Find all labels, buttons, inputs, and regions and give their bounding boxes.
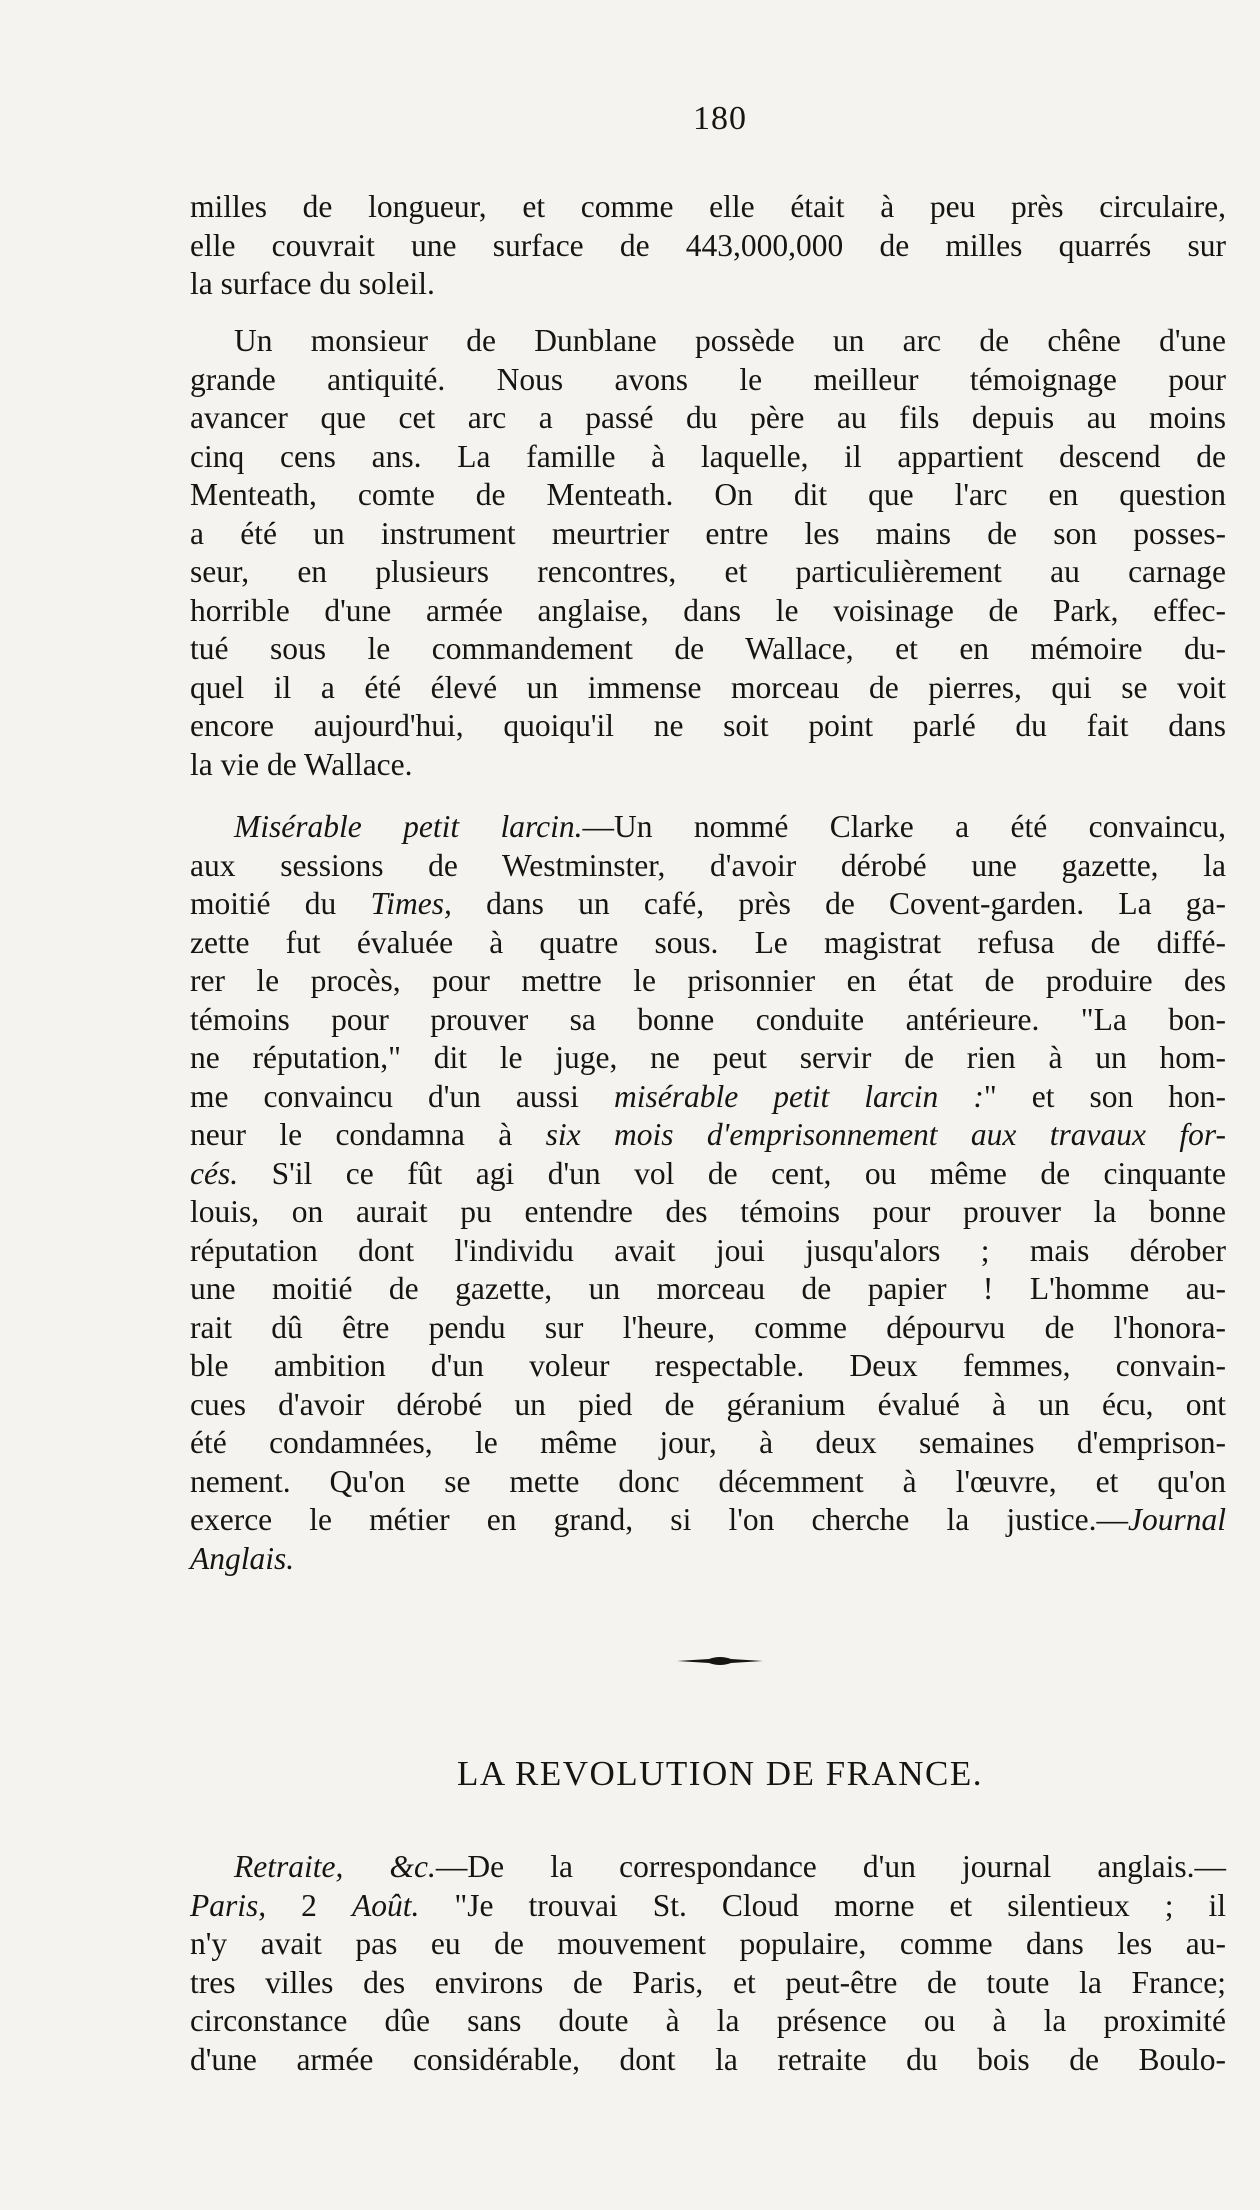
text-line: cinq cens ans. La famille à laquelle, il appartient descend de bbox=[190, 438, 1226, 474]
text-line: zette fut évaluée à quatre sous. Le magistrat refusa de diffé- bbox=[190, 924, 1226, 960]
text-span: me convaincu d'un aussi bbox=[190, 1078, 579, 1114]
text-line: ne réputation," dit le juge, ne peut servir de rien à un hom- bbox=[190, 1040, 1226, 1075]
text-span: —Un nommé Clarke a été convaincu, bbox=[582, 809, 1226, 844]
text-line: Menteath, comte de Menteath. On dit que l'arc en question bbox=[190, 477, 1226, 512]
text-line: avancer que cet arc a passé du père au fils depuis au moins bbox=[190, 400, 1226, 435]
text-line: été condamnées, le même jour, à deux semaines d'emprison- bbox=[190, 1425, 1226, 1460]
section-title: Retraite, &c. bbox=[234, 1849, 436, 1884]
paragraph-petty-larceny bbox=[190, 808, 1226, 1578]
text-line: rer le procès, pour mettre le prisonnier en état de produire des bbox=[190, 963, 1226, 998]
text-line bbox=[190, 1155, 1226, 1194]
text-span: " et son hon- bbox=[983, 1078, 1226, 1114]
text-line bbox=[190, 1848, 1226, 1887]
text-span: moitié du bbox=[190, 886, 337, 921]
paragraph-sun-surface bbox=[190, 188, 1226, 304]
text-line: d'une armée considérable, dont la retraite du bois de Boulo- bbox=[190, 2041, 1226, 2077]
text-span: dans un café, près de Covent-garden. La ga- bbox=[486, 886, 1227, 921]
text-span: exerce le métier en grand, si l'on cherche la justice.— bbox=[190, 1502, 1128, 1537]
text-line bbox=[190, 1501, 1226, 1540]
text-line: n'y avait pas eu de mouvement populaire, comme dans les au- bbox=[190, 1926, 1226, 1961]
text-line: témoins pour prouver sa bonne conduite antérieure. "La bon- bbox=[190, 1001, 1226, 1037]
sentence-italic: cés. bbox=[190, 1155, 239, 1191]
text-line: ble ambition d'un voleur respectable. Deux femmes, convain- bbox=[190, 1348, 1226, 1383]
text-line bbox=[190, 1887, 1226, 1926]
quote-italic: misérable petit larcin : bbox=[613, 1078, 984, 1114]
page-number: 180 bbox=[693, 100, 747, 137]
text-line: tué sous le commandement de Wallace, et en mémoire du- bbox=[190, 631, 1226, 666]
text-line: tres villes des environs de Paris, et peut-être de toute la France; bbox=[190, 1964, 1226, 2000]
source-italic: Anglais. bbox=[190, 1540, 295, 1576]
text-line: cues d'avoir dérobé un pied de géranium évalué à un écu, ont bbox=[190, 1386, 1226, 1422]
text-line: louis, on aurait pu entendre des témoins pour prouver la bonne bbox=[190, 1194, 1226, 1229]
text-span: "Je trouvai St. Cloud morne et silentieux ; il bbox=[454, 1887, 1227, 1923]
paragraph-dunblane-bow bbox=[190, 322, 1226, 784]
text-line: nement. Qu'on se mette donc décemment à l'œuvre, et qu'on bbox=[190, 1463, 1226, 1499]
text-span: neur le condamna à bbox=[190, 1117, 513, 1152]
text-line: rait dû être pendu sur l'heure, comme dépourvu de l'honora- bbox=[190, 1309, 1226, 1345]
text-line bbox=[190, 885, 1226, 924]
dateline-place: Paris, bbox=[190, 1887, 267, 1923]
text-line: milles de longueur, et comme elle était à peu près circulaire, bbox=[190, 189, 1226, 224]
text-span: S'il ce fût agi d'un vol de cent, ou même de cinquante bbox=[271, 1155, 1227, 1191]
text-line bbox=[190, 1540, 1226, 1579]
dateline-month: Août. bbox=[351, 1887, 420, 1923]
text-line: grande antiquité. Nous avons le meilleur témoignage pour bbox=[190, 361, 1226, 397]
text-line bbox=[190, 1116, 1226, 1155]
text-line: une moitié de gazette, un morceau de papier ! L'homme au- bbox=[190, 1271, 1226, 1306]
section-divider-ornament bbox=[0, 1654, 1260, 1668]
text-line: elle couvrait une surface de 443,000,000 de milles quarrés sur bbox=[190, 227, 1226, 263]
text-span: —De la correspondance d'un journal anglais.— bbox=[435, 1849, 1226, 1884]
text-line: seur, en plusieurs rencontres, et particulièrement au carnage bbox=[190, 554, 1226, 589]
section-title: Misérable petit larcin. bbox=[234, 809, 583, 844]
text-line bbox=[190, 808, 1226, 847]
text-line bbox=[190, 1078, 1226, 1117]
text-line: réputation dont l'individu avait joui jusqu'alors ; mais dérober bbox=[190, 1232, 1226, 1268]
text-line: encore aujourd'hui, quoiqu'il ne soit point parlé du fait dans bbox=[190, 708, 1226, 743]
text-line: aux sessions de Westminster, d'avoir dérobé une gazette, la bbox=[190, 847, 1226, 883]
section-heading: LA REVOLUTION DE FRANCE. bbox=[457, 1754, 983, 1793]
text-line: la surface du soleil. bbox=[190, 266, 435, 301]
text-line: Un monsieur de Dunblane possède un arc de chêne d'une bbox=[234, 323, 1226, 358]
dateline-day: 2 bbox=[301, 1887, 317, 1923]
text-line: horrible d'une armée anglaise, dans le voisinage de Park, effec- bbox=[190, 592, 1226, 628]
text-line: la vie de Wallace. bbox=[190, 746, 413, 782]
text-line: circonstance dûe sans doute à la présence ou à la proximité bbox=[190, 2003, 1226, 2038]
text-line: quel il a été élevé un immense morceau de pierres, qui se voit bbox=[190, 669, 1226, 705]
source-italic: Journal bbox=[1128, 1502, 1226, 1537]
divider-ornament-icon bbox=[675, 1654, 765, 1668]
newspaper-title: Times, bbox=[370, 886, 452, 921]
sentence-italic: six mois d'emprisonnement aux travaux for- bbox=[545, 1117, 1226, 1152]
text-line: a été un instrument meurtrier entre les mains de son posses- bbox=[190, 515, 1226, 551]
paragraph-retreat bbox=[190, 1848, 1226, 2079]
